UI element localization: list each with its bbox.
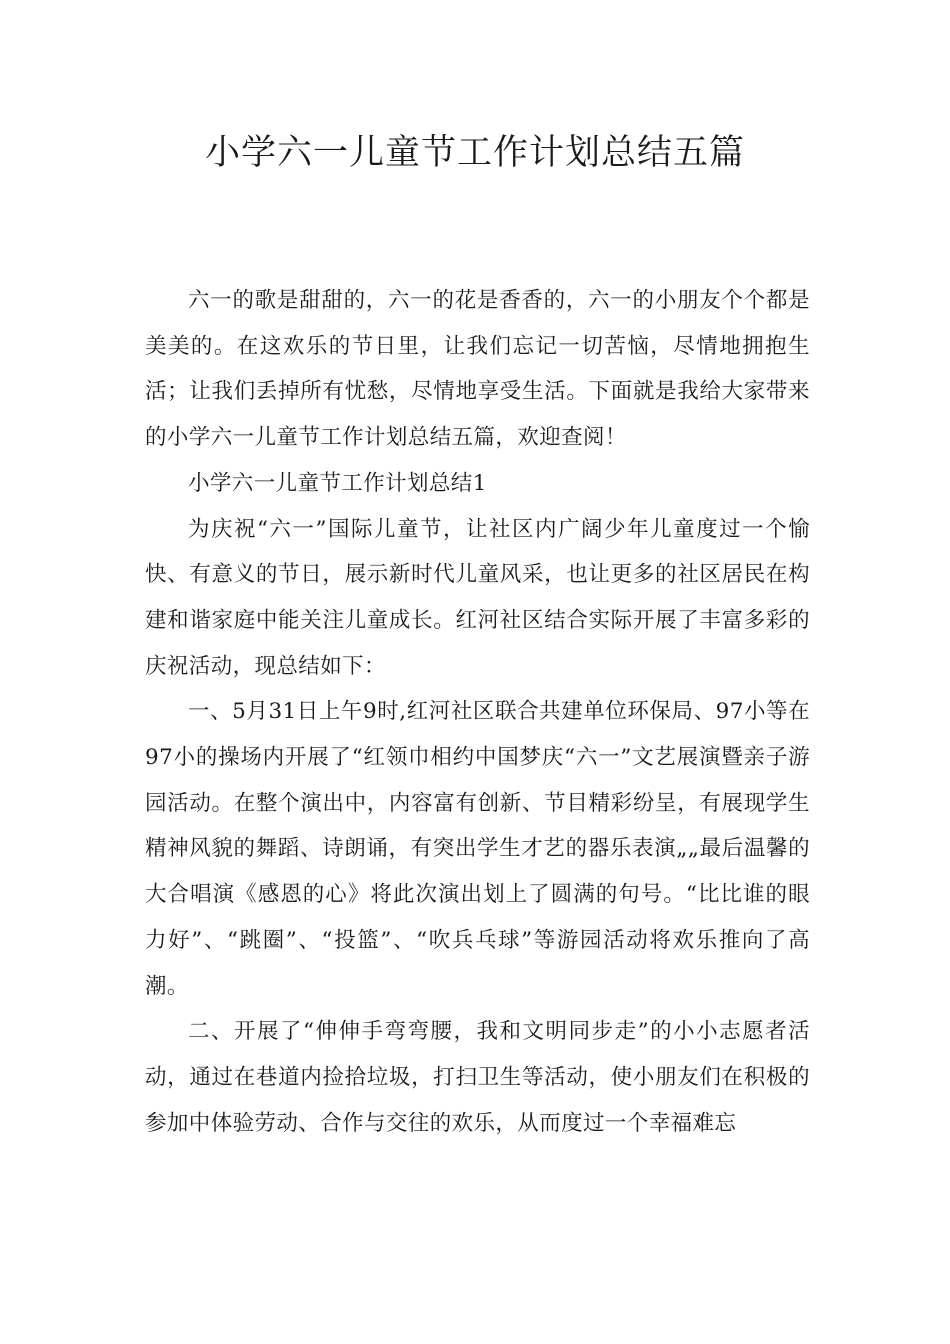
body-paragraph: 二、开展了“伸伸手弯弯腰，我和文明同步走”的小小志愿者活动，通过在巷道内捡拾垃圾，打扫卫生等活动，使小朋友们在积极的参加中体验劳动、合作与交往的欢乐，从而度过一个幸福难忘 <box>145 1019 810 1136</box>
body-paragraph: 一、5月31日上午9时,红河社区联合共建单位环保局、97小等在97小的操场内开展了“红领巾相约中国梦庆“六一”文艺展演暨亲子游园活动。在整个演出中，内容富有创新、节目精彩纷呈，有展现学生精神风貌的舞蹈、诗朗诵，有突出学生才艺的器乐表演„„最后温馨的大合唱演《感恩的心》将此次演出划上了圆满的句号。“比比谁的眼力好”、“跳圈”、“投篮”、“吹兵乓球”等游园活动将欢乐推向了高潮。 <box>145 699 810 999</box>
section-heading: 小学六一儿童节工作计划总结1 <box>188 470 487 496</box>
document-body <box>145 278 810 1146</box>
document-title: 小学六一儿童节工作计划总结五篇 <box>204 133 745 173</box>
body-paragraph: 为庆祝“六一”国际儿童节，让社区内广阔少年儿童度过一个愉快、有意义的节日，展示新时代儿童风采，也让更多的社区居民在构建和谐家庭中能关注儿童成长。红河社区结合实际开展了丰富多彩的庆祝活动，现总结如下： <box>145 516 810 679</box>
intro-paragraph: 六一的歌是甜甜的，六一的花是香香的，六一的小朋友个个都是美美的。在这欢乐的节日里，让我们忘记一切苦恼，尽情地拥抱生活；让我们丢掉所有忧愁，尽情地享受生活。下面就是我给大家带来的小学六一儿童节工作计划总结五篇，欢迎查阅！ <box>145 288 810 451</box>
